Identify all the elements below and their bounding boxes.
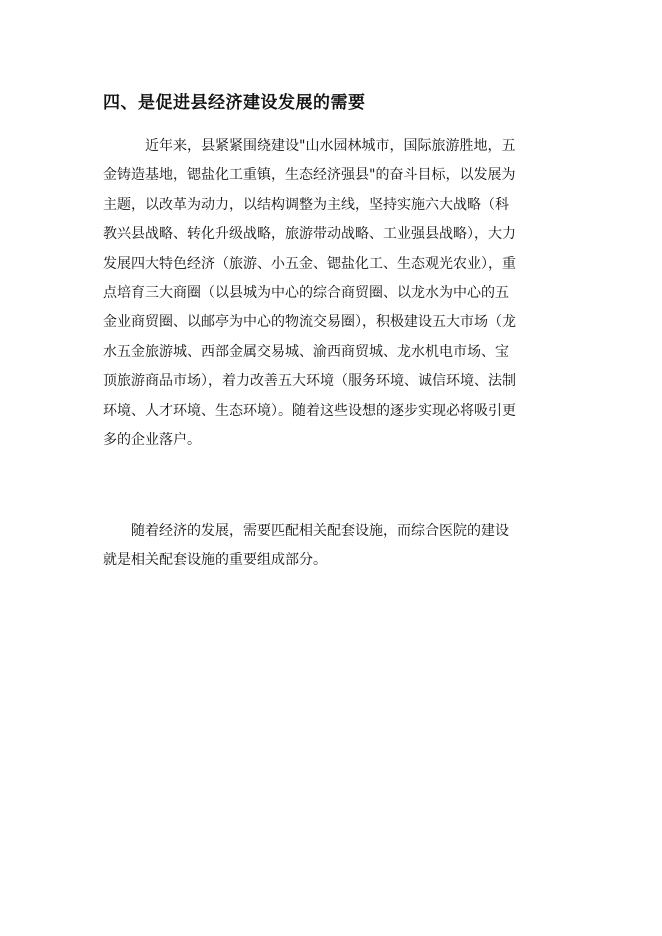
paragraph-line: 水五金旅游城、西部金属交易城、渝西商贸城、龙水机电市场、宝	[103, 343, 509, 360]
paragraph-line: 金业商贸圈、以邮亭为中心的物流交易圈），积极建设五大市场（龙	[103, 314, 516, 331]
paragraph-line: 教兴县战略、转化升级战略，旅游带动战略、工业强县战略），大力	[103, 226, 516, 243]
paragraph-line: 随着经济的发展，需要匹配相关配套设施，而综合医院的建设	[103, 523, 509, 539]
paragraph-1	[103, 132, 516, 455]
paragraph-line: 顶旅游商品市场），着力改善五大环境（服务环境、诚信环境、法制	[103, 373, 516, 390]
paragraph-line: 多的企业落户。	[103, 431, 201, 448]
paragraph-line: 环境、人才环境、生态环境）。随着这些设想的逐步实现必将吸引更	[103, 402, 516, 419]
paragraph-line: 金铸造基地，锶盐化工重镇，生态经济强县"的奋斗目标，以发展为	[103, 167, 516, 184]
paragraph-line: 近年来，县紧紧围绕建设"山水园林城市，国际旅游胜地，五	[103, 138, 516, 154]
paragraph-line: 点培育三大商圈（以县城为中心的综合商贸圈、以龙水为中心的五	[103, 284, 509, 301]
paragraph-line: 发展四大特色经济（旅游、小五金、锶盐化工、生态观光农业），重	[103, 255, 516, 272]
paragraph-2	[103, 517, 509, 576]
section-heading: 四、是促进县经济建设发展的需要	[103, 93, 366, 113]
paragraph-line: 主题，以改革为动力，以结构调整为主线，坚持实施六大战略（科	[103, 196, 509, 213]
paragraph-line: 就是相关配套设施的重要组成部分。	[103, 552, 327, 569]
